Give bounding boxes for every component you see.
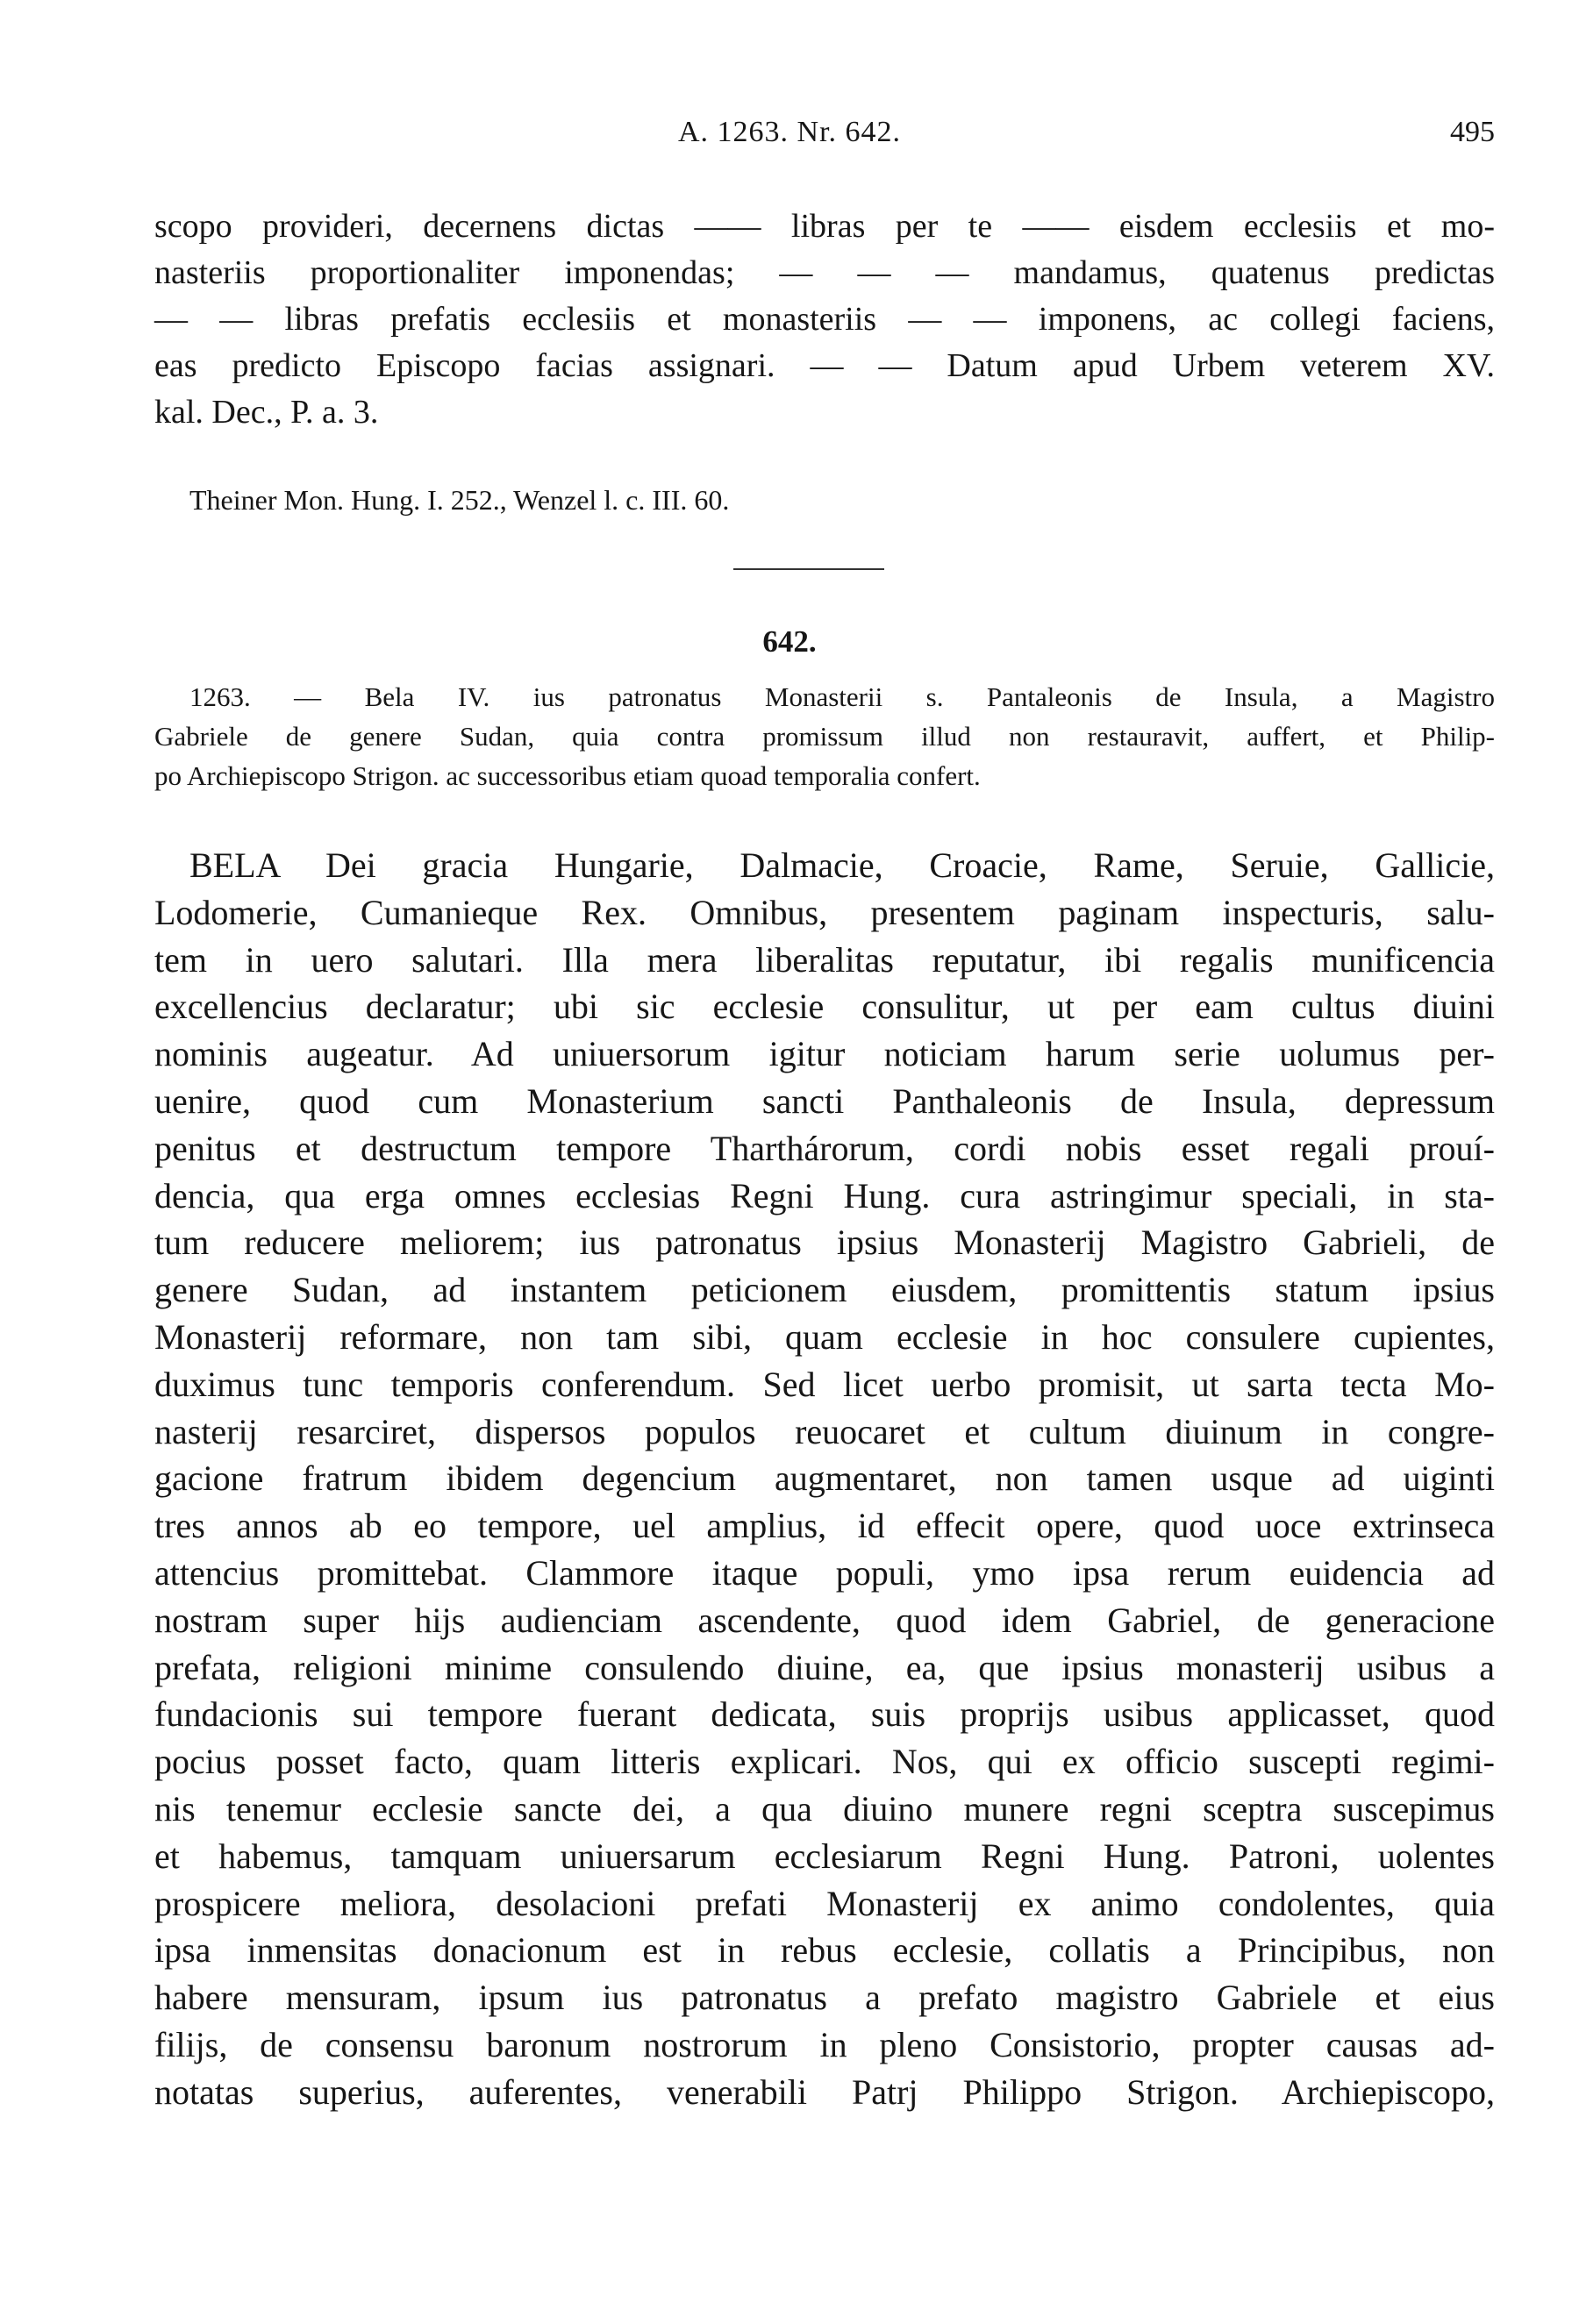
body-line: nostram super hijs audienciam ascendente, quod idem Gabriel, de generacione	[154, 1600, 1495, 1640]
body-line: gacione fratrum ibidem degencium augmentaret, non tamen usque ad uiginti	[154, 1458, 1495, 1499]
document-body	[154, 842, 1495, 2116]
body-line: BELA Dei gracia Hungarie, Dalmacie, Croacie, Rame, Seruie, Gallicie,	[189, 845, 1495, 885]
body-line: penitus et destructum tempore Tharthárorum, cordi nobis esset regali prouí-	[154, 1128, 1495, 1168]
text-line: eas predicto Episcopo facias assignari. — — Datum apud Urbem veterem XV.	[154, 347, 1495, 384]
document-summary	[154, 677, 1495, 795]
body-line: fundacionis sui tempore fuerant dedicata, suis proprijs usibus applicasset, quod	[154, 1694, 1495, 1735]
body-line: ipsa inmensitas donacionum est in rebus ecclesie, collatis a Principibus, non	[154, 1930, 1495, 1971]
body-line: uenire, quod cum Monasterium sancti Panthaleonis de Insula, depressum	[154, 1080, 1495, 1121]
summary-line: 1263. — Bela IV. ius patronatus Monasterii s. Pantaleonis de Insula, a Magistro	[189, 681, 1495, 712]
body-line: notatas superius, auferentes, venerabili Patrj Philippo Strigon. Archiepiscopo,	[154, 2071, 1495, 2112]
body-line: excellencius declaratur; ubi sic ecclesie consulitur, ut per eam cultus diuini	[154, 987, 1495, 1027]
summary-line: po Archiepiscopo Strigon. ac successoribus etiam quoad temporalia confert.	[154, 760, 981, 791]
body-line: Monasterij reformare, non tam sibi, quam ecclesie in hoc consulere cupientes,	[154, 1316, 1495, 1357]
body-line: attencius promittebat. Clammore itaque populi, ymo ipsa rerum euidencia ad	[154, 1552, 1495, 1593]
summary-line: Gabriele de genere Sudan, quia contra promissum illud non restauravit, auffert, et Philip-	[154, 721, 1495, 752]
body-line: nasterij resarciret, dispersos populos reuocaret et cultum diuinum in congre-	[154, 1411, 1495, 1451]
body-line: Lodomerie, Cumanieque Rex. Omnibus, presentem paginam inspecturis, salu-	[154, 892, 1495, 932]
body-line: et habemus, tamquam uniuersarum ecclesiarum Regni Hung. Patroni, uolentes	[154, 1836, 1495, 1876]
body-line: genere Sudan, ad instantem peticionem eiusdem, promittentis statum ipsius	[154, 1270, 1495, 1310]
text-line: — — libras prefatis ecclesiis et monasteriis — — imponens, ac collegi faciens,	[154, 301, 1495, 338]
body-line: habere mensuram, ipsum ius patronatus a prefato magistro Gabriele et eius	[154, 1978, 1495, 2018]
page-number: 495	[1450, 116, 1495, 148]
text-line: scopo provideri, decernens dictas —— libras per te —— eisdem ecclesiis et mo-	[154, 208, 1495, 245]
source-citation: Theiner Mon. Hung. I. 252., Wenzel l. c. III. 60.	[189, 484, 730, 516]
body-line: tum reducere meliorem; ius patronatus ipsius Monasterij Magistro Gabrieli, de	[154, 1223, 1495, 1263]
text-line: kal. Dec., P. a. 3.	[154, 394, 379, 431]
body-line: nis tenemur ecclesie sancte dei, a qua diuino munere regni sceptra suscepimus	[154, 1788, 1495, 1829]
body-line: prefata, religioni minime consulendo diuine, ea, que ipsius monasterij usibus a	[154, 1647, 1495, 1687]
document-number: 642.	[762, 624, 817, 659]
text-line: nasteriis proportionaliter imponendas; — — — mandamus, quatenus predictas	[154, 254, 1495, 291]
body-line: filijs, de consensu baronum nostrorum in pleno Consistorio, propter causas ad-	[154, 2024, 1495, 2064]
section-divider	[733, 568, 884, 570]
body-line: duximus tunc temporis conferendum. Sed licet uerbo promisit, ut sarta tecta Mo-	[154, 1364, 1495, 1404]
body-line: prospicere meliora, desolacioni prefati Monasterij ex animo condolentes, quia	[154, 1883, 1495, 1923]
running-header: A. 1263. Nr. 642.	[677, 116, 902, 148]
body-line: pocius posset facto, quam litteris explicari. Nos, qui ex officio suscepti regimi-	[154, 1742, 1495, 1782]
body-line: nominis augeatur. Ad uniuersorum igitur noticiam harum serie uolumus per-	[154, 1034, 1495, 1074]
body-line: tem in uero salutari. Illa mera liberalitas reputatur, ibi regalis munificencia	[154, 939, 1495, 980]
body-line: dencia, qua erga omnes ecclesias Regni Hung. cura astringimur speciali, in sta-	[154, 1175, 1495, 1215]
previous-document-text	[154, 203, 1495, 436]
body-line: tres annos ab eo tempore, uel amplius, id effecit opere, quod uoce extrinseca	[154, 1506, 1495, 1546]
